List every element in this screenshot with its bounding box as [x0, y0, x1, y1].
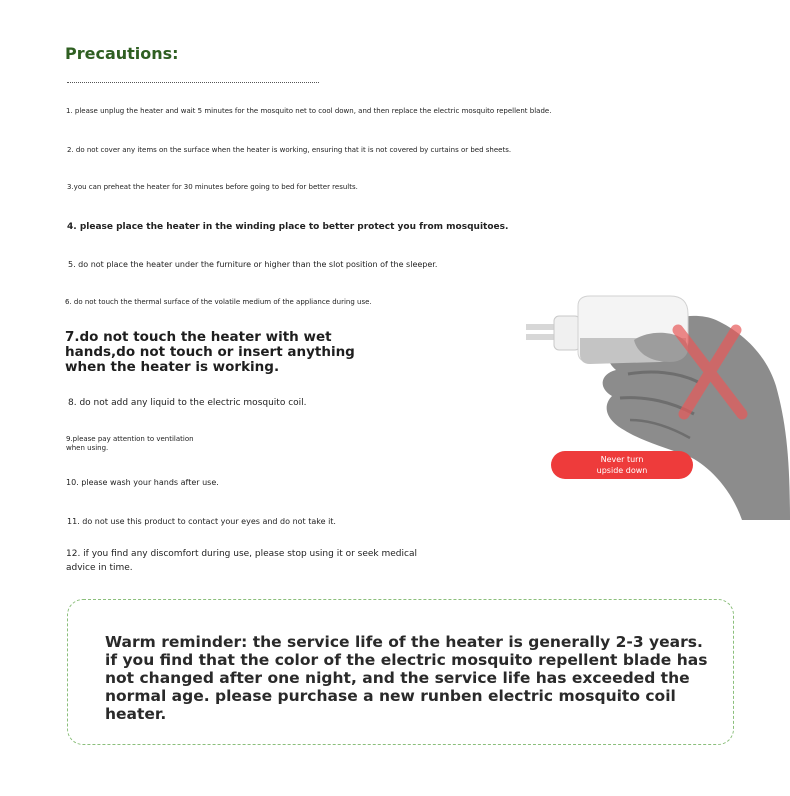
warning-badge-line-2: upside down: [596, 466, 648, 475]
precaution-item-8: 8. do not add any liquid to the electric mosquito coil.: [68, 398, 307, 408]
precaution-item-6: 6. do not touch the thermal surface of the volatile medium of the appliance during use.: [65, 298, 372, 306]
precaution-item-4: 4. please place the heater in the winding place to better protect you from mosquitoes.: [67, 222, 509, 232]
precaution-item-3: 3.you can preheat the heater for 30 minutes before going to bed for better results.: [67, 183, 358, 191]
heater-hand-illustration: [520, 290, 790, 520]
precaution-item-5: 5. do not place the heater under the furniture or higher than the slot position of the sleeper.: [68, 260, 438, 269]
precaution-item-1: 1. please unplug the heater and wait 5 minutes for the mosquito net to cool down, and then replace the electric mosquito repellent blade.: [66, 107, 552, 115]
page-title: Precautions:: [65, 44, 179, 63]
precaution-item-12: 12. if you find any discomfort during use, please stop using it or seek medical advice in time.: [66, 549, 417, 573]
warning-badge: [551, 451, 693, 479]
warm-reminder-text: Warm reminder: the service life of the heater is generally 2-3 years. if you find that the color of the electric mosquito repellent blade has not changed after one night, and the service life has exceeded the normal age. please purchase a new runben electric mosquito coil heater.: [105, 633, 708, 723]
dotted-divider: [67, 82, 319, 83]
precaution-item-7: 7.do not touch the heater with wet hands,do not touch or insert anything when the heater is working.: [65, 329, 355, 375]
precaution-item-2: 2. do not cover any items on the surface when the heater is working, ensuring that it is not covered by curtains or bed sheets.: [67, 146, 512, 154]
precaution-item-9: 9.please pay attention to ventilation when using.: [66, 435, 194, 452]
precaution-item-11: 11. do not use this product to contact your eyes and do not take it.: [67, 517, 336, 526]
warning-badge-line-1: Never turn: [600, 455, 644, 464]
precaution-item-10: 10. please wash your hands after use.: [66, 478, 219, 487]
